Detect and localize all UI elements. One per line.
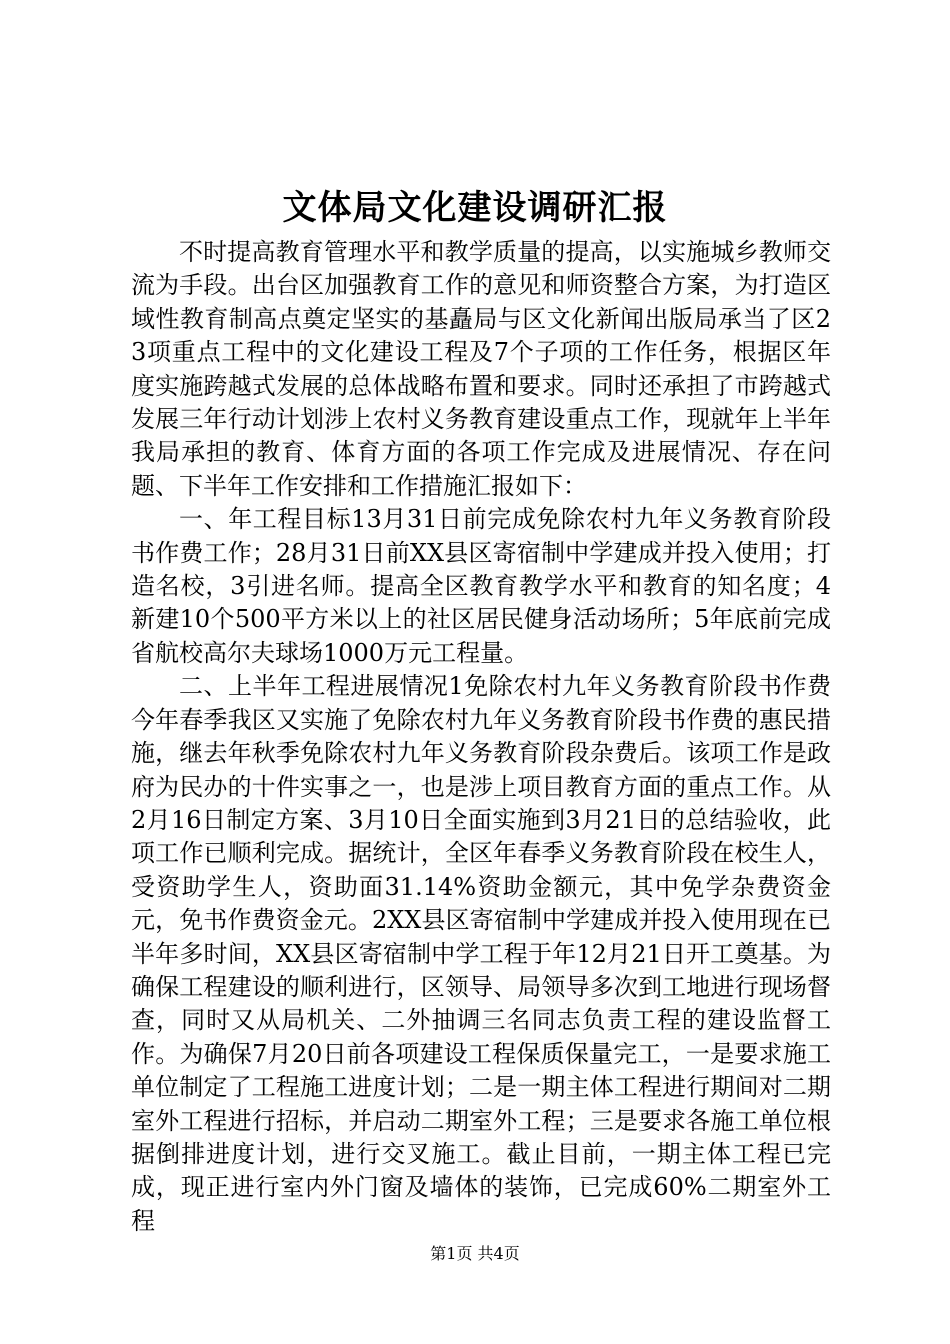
document-body <box>131 236 831 1238</box>
paragraph-intro: 不时提高教育管理水平和教学质量的提高，以实施城乡教师交流为手段。出台区加强教育工作的意见和师资整合方案，为打造区域性教育制高点奠定坚实的基矗局与区文化新闻出版局承当了区23项重点工程中的文化建设工程及7个子项的工作任务，根据区年度实施跨越式发展的总体战略布置和要求。同时还承担了市跨越式发展三年行动计划涉上农村义务教育建设重点工作，现就年上半年我局承担的教育、体育方面的各项工作完成及进展情况、存在问题、下半年工作安排和工作措施汇报如下： <box>131 238 831 500</box>
page-footer: 第1页 共4页 <box>430 1244 520 1263</box>
paragraph-progress: 二、上半年工程进展情况1免除农村九年义务教育阶段书作费今年春季我区又实施了免除农村九年义务教育阶段书作费的惠民措施，继去年秋季免除农村九年义务教育阶段杂费后。该项工作是政府为民办的十件实事之一，也是涉上项目教育方面的重点工作。从2月16日制定方案、3月10日全面实施到3月21日的总结验收，此项工作已顺利完成。据统计，全区年春季义务教育阶段在校生人，受资助学生人，资助面31.14%资助金额元，其中免学杂费资金元，免书作费资金元。2XX县区寄宿制中学建成并投入使用现在已半年多时间，XX县区寄宿制中学工程于年12月21日开工奠基。为确保工程建设的顺利进行，区领导、局领导多次到工地进行现场督查，同时又从局机关、二外抽调三名同志负责工程的建设监督工作。为确保7月20日前各项建设工程保质保量完工，一是要求施工单位制定了工程施工进度计划；二是一期主体工程进行期间对二期室外工程进行招标，并启动二期室外工程；三是要求各施工单位根据倒排进度计划，进行交叉施工。截止目前，一期主体工程已完成，现正进行室内外门窗及墙体的装饰，已完成60%二期室外工程 <box>131 672 831 1235</box>
document-title: 文体局文化建设调研汇报 <box>282 188 668 228</box>
paragraph-project-goals: 一、年工程目标13月31日前完成免除农村九年义务教育阶段书作费工作；28月31日前XX县区寄宿制中学建成并投入使用；打造名校，3引进名师。提高全区教育教学水平和教育的知名度；4新建10个500平方米以上的社区居民健身活动场所；5年底前完成省航校高尔夫球场1000万元工程量。 <box>131 505 831 667</box>
